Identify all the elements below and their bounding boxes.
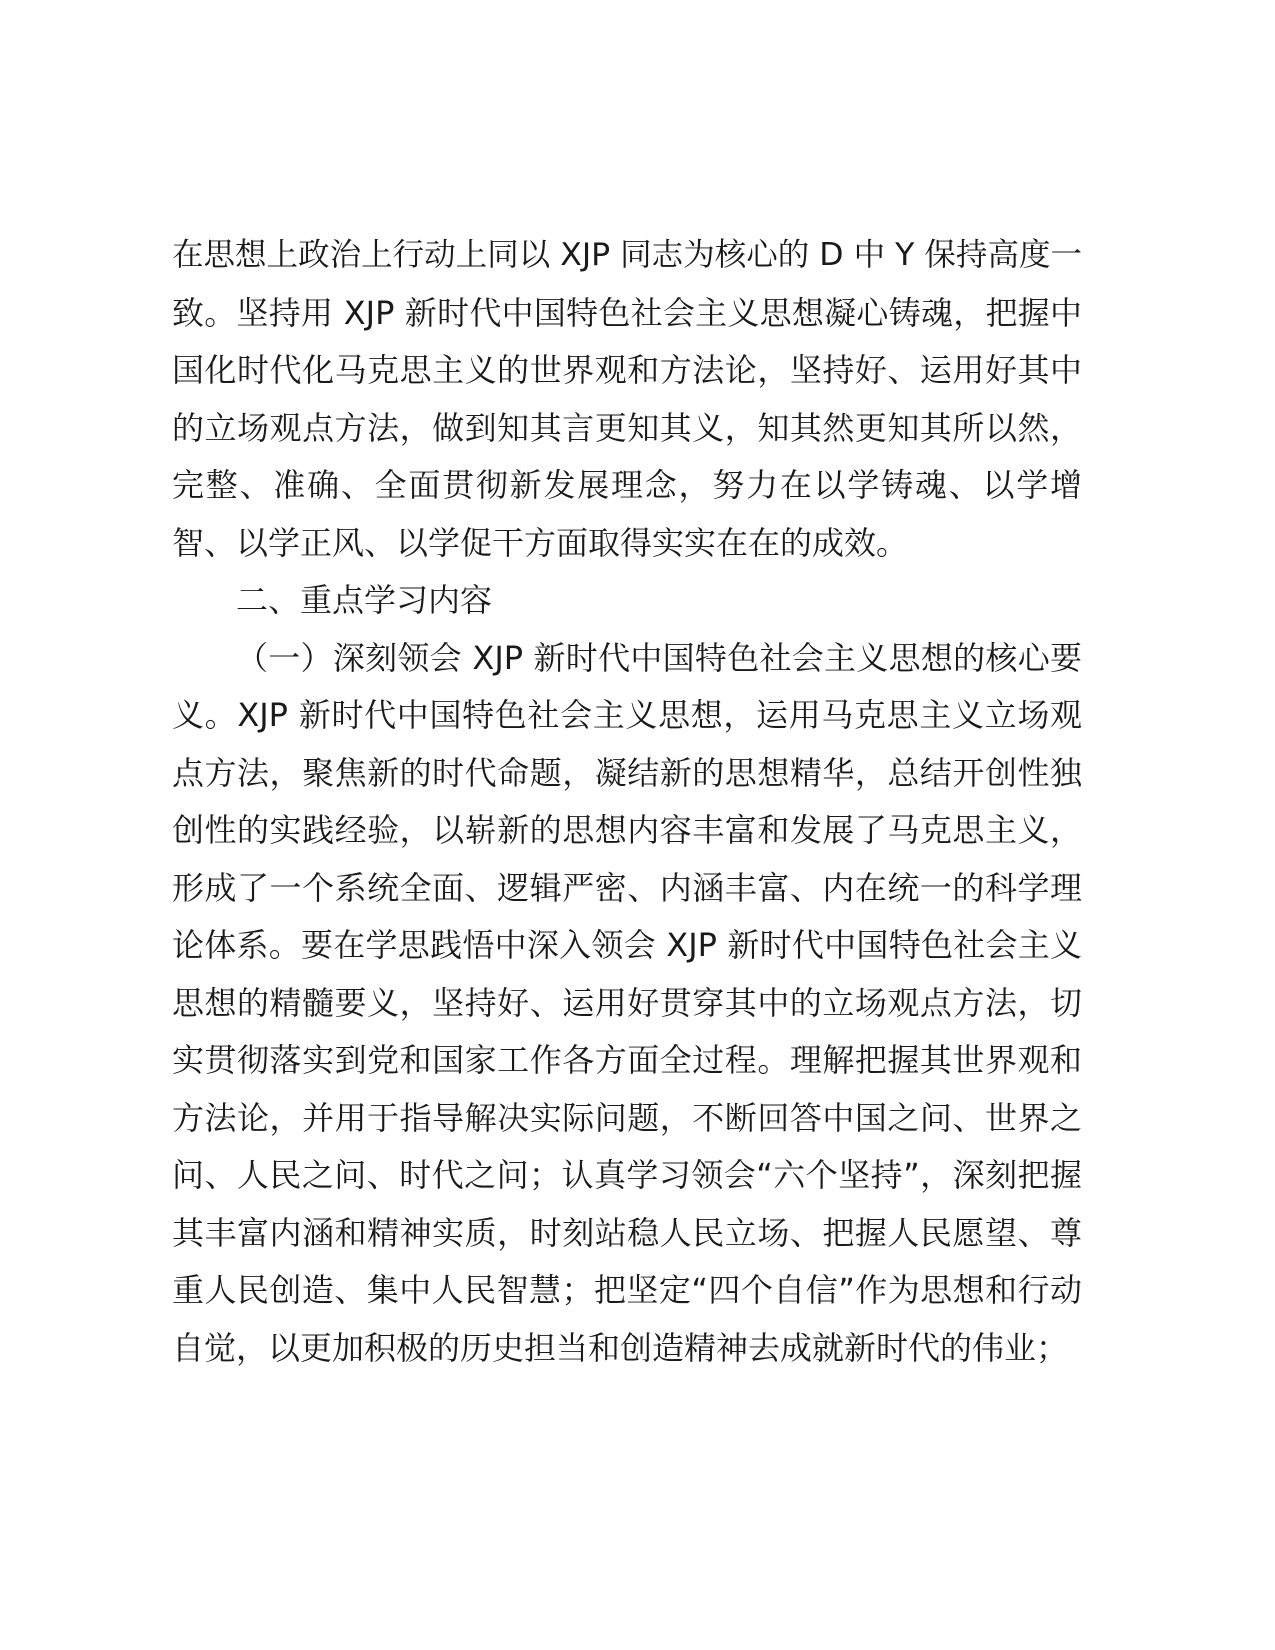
text-line: 智、以学正风、以学促干方面取得实实在在的成效。: [172, 523, 909, 562]
text-line: 致。坚持用 XJP 新时代中国特色社会主义思想凝心铸魂，把握中: [172, 293, 1082, 332]
text-line: 完整、准确、全面贯彻新发展理念，努力在以学铸魂、以学增: [172, 466, 1082, 504]
section-heading-text: 二、重点学习内容: [236, 581, 493, 619]
text-line: 思想的精髓要义，坚持好、运用好贯穿其中的立场观点方法，切: [172, 983, 1082, 1022]
text-line: 实贯彻落实到党和国家工作各方面全过程。理解把握其世界观和: [172, 1041, 1082, 1079]
text-line: 的立场观点方法，做到知其言更知其义，知其然更知其所以然，: [172, 408, 1082, 447]
text-line: （一）深刻领会 XJP 新时代中国特色社会主义思想的核心要: [236, 638, 1082, 677]
document-body: [172, 227, 1082, 1377]
text-line: 在思想上政治上行动上同以 XJP 同志为核心的 D 中 Y 保持高度一: [172, 237, 1082, 273]
text-line: 形成了一个系统全面、逻辑严密、内涵丰富、内在统一的科学理: [172, 868, 1082, 907]
text-line: 国化时代化马克思主义的世界观和方法论，坚持好、运用好其中: [172, 351, 1082, 389]
text-line: 论体系。要在学思践悟中深入领会 XJP 新时代中国特色社会主义: [172, 926, 1082, 964]
text-line: 创性的实践经验，以崭新的思想内容丰富和发展了马克思主义，: [172, 811, 1082, 849]
text-line: 义。XJP 新时代中国特色社会主义思想，运用马克思主义立场观: [172, 696, 1082, 734]
paragraph-intro-continuation: [172, 227, 1082, 572]
section-heading: [172, 572, 1082, 630]
text-line: 重人民创造、集中人民智慧；把坚定“四个自信”作为思想和行动: [172, 1271, 1082, 1309]
paragraph-core-meaning: [172, 630, 1082, 1378]
text-line: 点方法，聚焦新的时代命题，凝结新的思想精华，总结开创性独: [172, 753, 1082, 792]
text-line: 自觉，以更加积极的历史担当和创造精神去成就新时代的伟业；: [172, 1328, 1069, 1367]
text-line: 问、人民之问、时代之问；认真学习领会“六个坚持”，深刻把握: [172, 1156, 1082, 1194]
text-line: 方法论，并用于指导解决实际问题，不断回答中国之问、世界之: [172, 1098, 1082, 1137]
text-line: 其丰富内涵和精神实质，时刻站稳人民立场、把握人民愿望、尊: [172, 1213, 1082, 1252]
